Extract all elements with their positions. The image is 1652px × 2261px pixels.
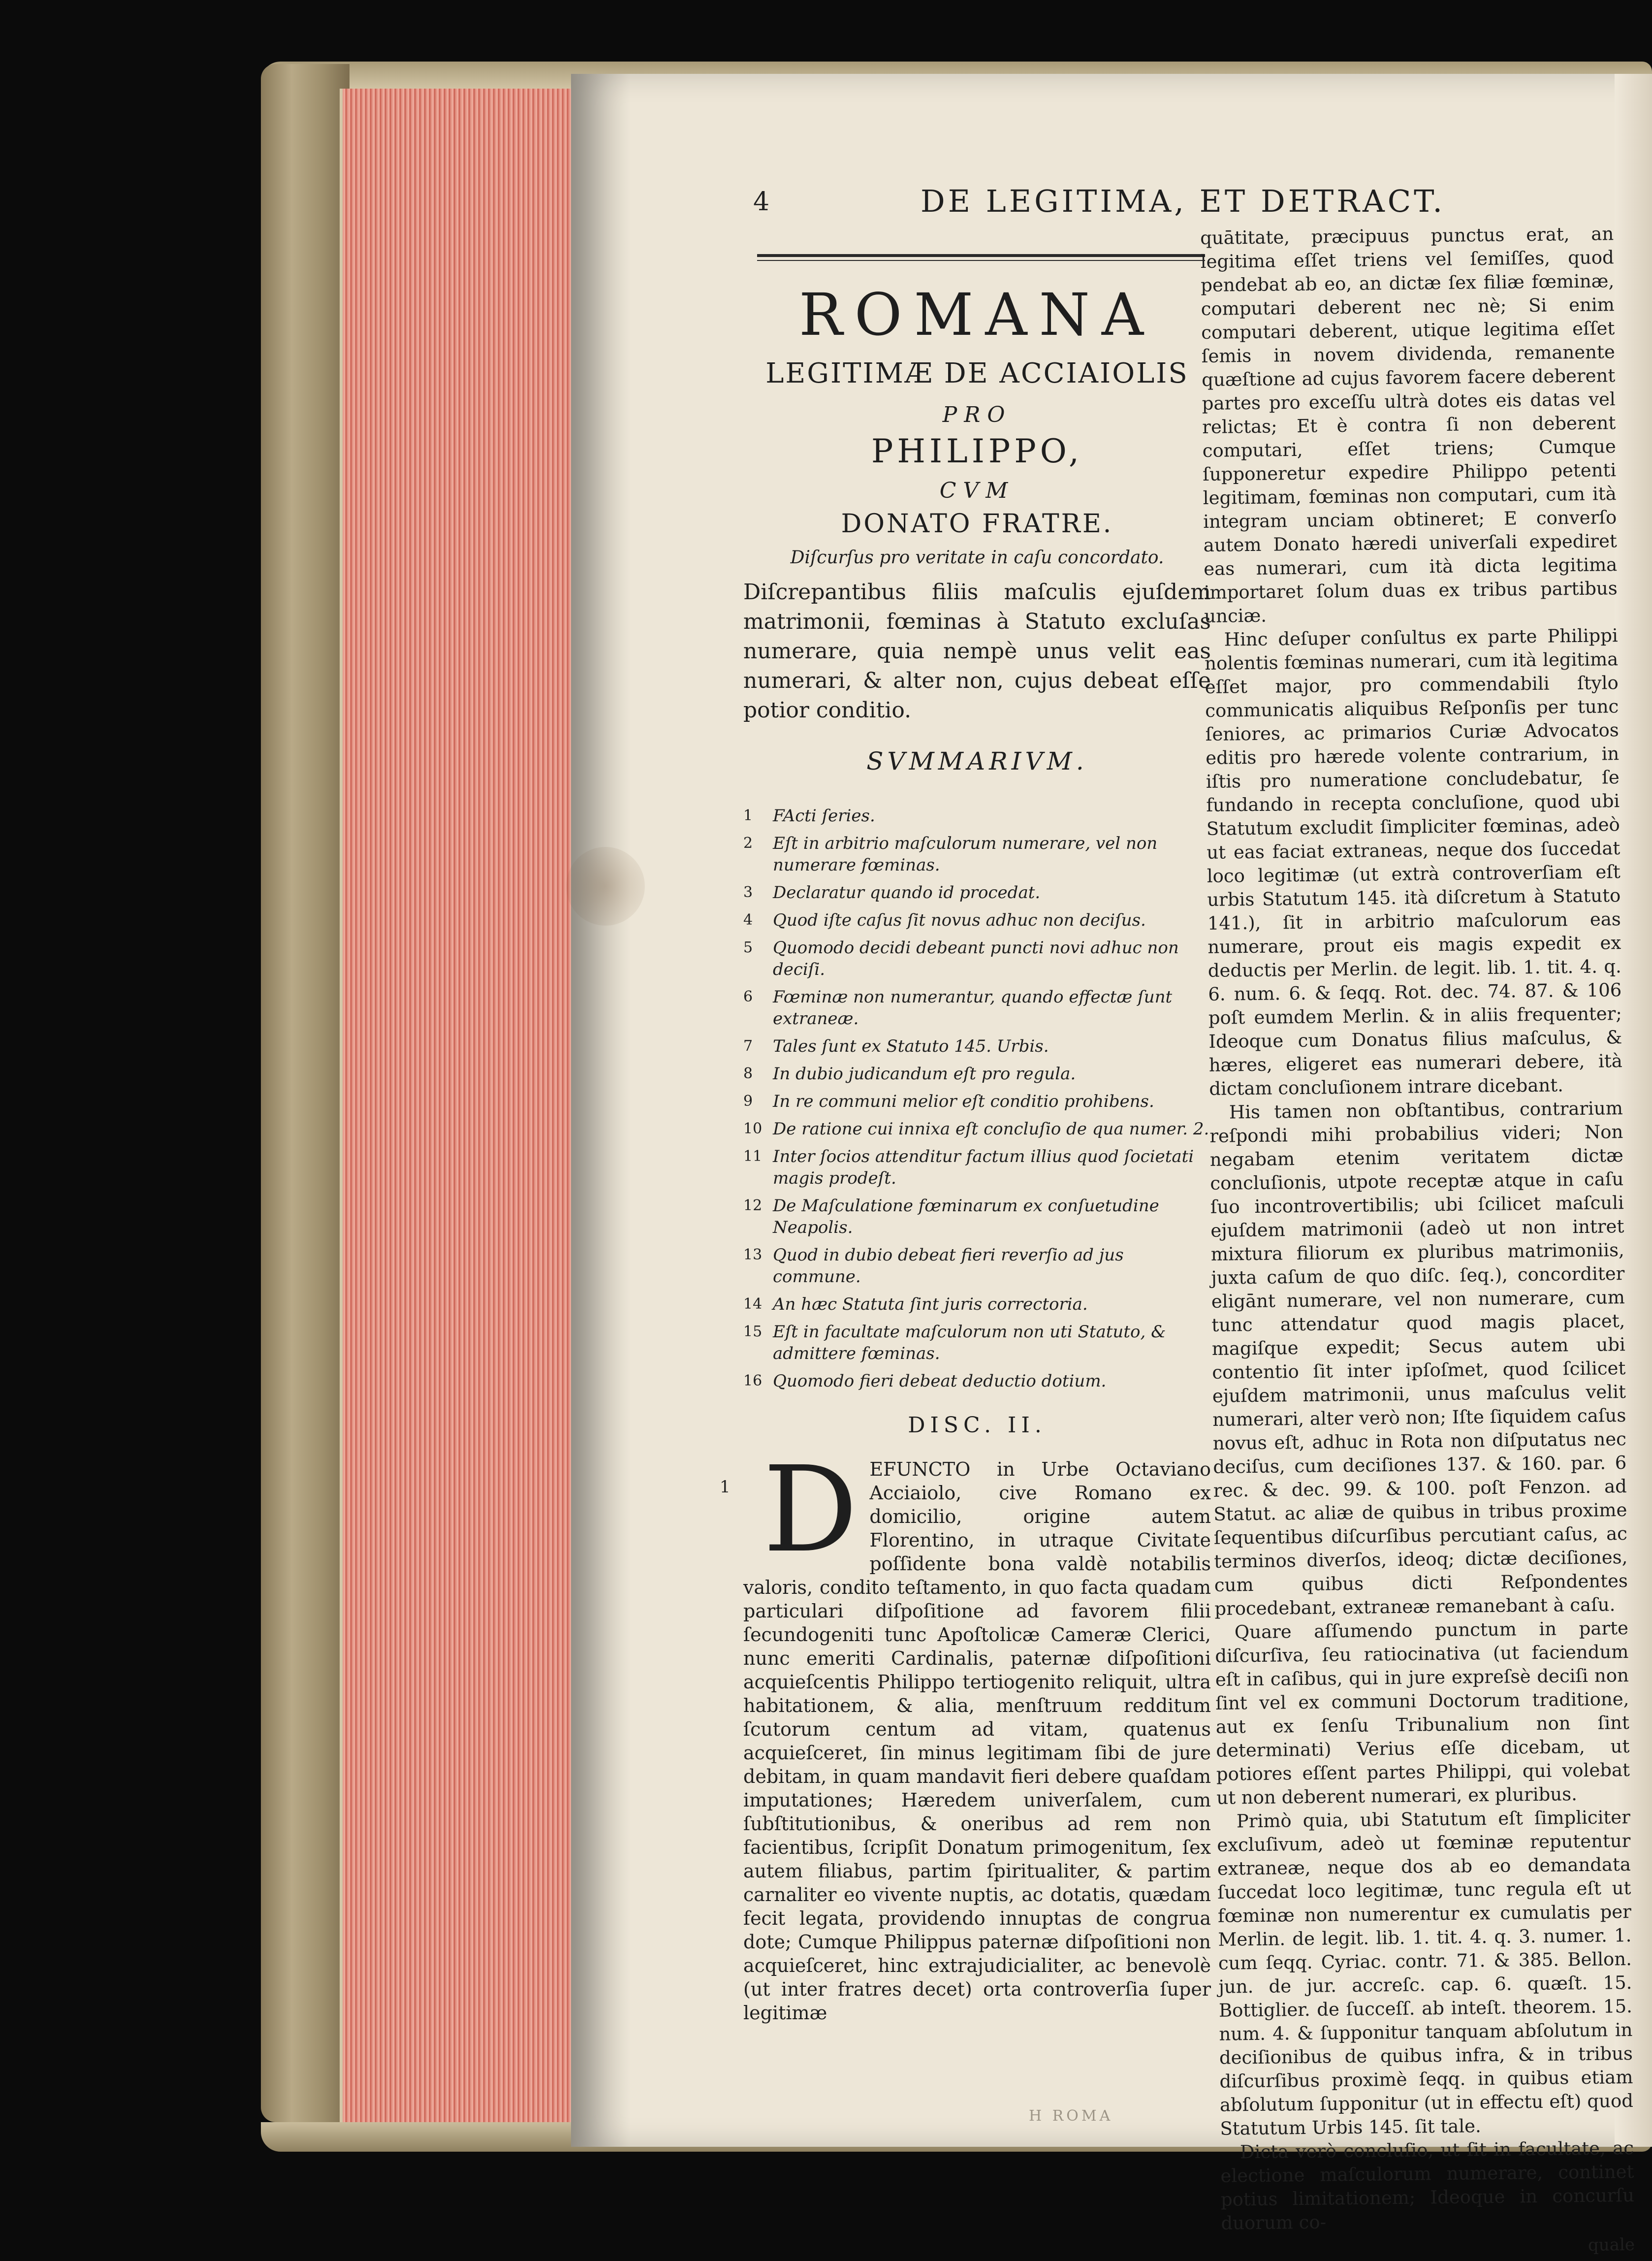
summary-item-text: In dubio judicandum eſt pro regula. — [773, 1064, 1076, 1084]
summary-item-number: 10 — [743, 1120, 762, 1137]
page-number: 4 — [753, 187, 770, 217]
right-paragraph: quātitate, præcipuus punctus erat, an legitima eſſet triens vel ſemiſſes, quod pendebat ab eo, an dictæ ſex filiæ fœminæ, computari deberent nec nè; Si enim computari deberent, utique legitima eſſet ſemis in novem dividenda, remanente quæſtione ad cujus favorem facere deberent partes pro exceſſu ultrà dotes eis datas vel relictas; Et è contra ſi non deberent computari, eſſet triens; Cumque ſupponeretur expedire Philippo petenti legitimam, fœminas non computari, cum ità integram unciam obtineret; E converſo autem Donato hæredi univerſali expediret eas numerari, cum ità dicta legitima importaret ſolum duas ex tribus partibus unciæ. — [1200, 223, 1618, 627]
disc-heading: DISC. II. — [908, 1413, 1047, 1438]
discursus-note: Diſcurſus pro veritate in caſu concordato. — [790, 548, 1164, 568]
summary-item — [743, 1063, 1211, 1085]
header-rule — [757, 254, 1205, 257]
summary-item — [743, 909, 1211, 931]
summary-item-text: Eſt in arbitrio maſculorum numerare, vel non numerare fœminas. — [773, 834, 1158, 875]
running-head: DE LEGITIMA, ET DETRACT. — [921, 183, 1446, 219]
right-paragraph: Primò quia, ubi Statutum eſt ſimpliciter excluſivum, adeò ut fœminæ reputentur extraneæ, neque dos ab eo demandata ſuccedat loco legitimæ, tunc regula eſt ut fœminæ non numerentur ex cumulatis per Merlin. de legit. lib. 1. tit. 4. q. 3. numer. 1. cum ſeqq. Cyriac. contr. 71. & 385. Bellon. jun. de jur. accreſc. cap. 6. quæſt. 15. Bottiglier. de ſucceſſ. ab inteſt. theorem. 15. num. 4. & ſupponitur tanquam abſolutum in deciſionibus de quibus infra, & in tribus diſcurſibus proximè ſeqq. in quibus etiam abſolutum ſupponitur (ut in effectu eſt) quod Statutum Urbis 145. ſit tale. — [1217, 1807, 1634, 2139]
red-sprinkled-page-edges — [340, 89, 574, 2132]
page-footer: H ROMA — [1029, 2107, 1113, 2125]
summary-item-number: 11 — [743, 1148, 762, 1165]
case-title: ROMANA — [798, 281, 1156, 349]
summary-item-number: 9 — [743, 1093, 753, 1110]
summarium-heading: SVMMARIVM. — [866, 747, 1088, 775]
summary-item-text: Fœminæ non numerantur, quando effectæ ſunt extraneæ. — [773, 987, 1173, 1029]
right-column — [1200, 222, 1635, 2261]
summary-item — [743, 1118, 1211, 1140]
summary-item-text: Declaratur quando id procedat. — [773, 883, 1041, 903]
drop-capital: D — [763, 1441, 858, 1579]
summary-item — [743, 1244, 1211, 1288]
summary-item-text: Quomodo fieri debeat deductio dotium. — [773, 1371, 1107, 1391]
right-paragraph: Hinc deſuper conſultus ex parte Philippi nolentis fœminas numerari, cum ità legitima eſſet major, pro commendabili ſtylo communicatis aliquibus Reſponſis per tunc ſeniores, ac primarios Curiæ Advocatos editis pro hærede volente contrarium, in iſtis pro numeratione concludebatur, ſe fundando in recepta concluſione, quod ubi Statutum excludit ſimpliciter fœminas, adeò ut eas faciat extraneas, neque dos ſuccedat loco legitimæ (ut extrà controverſiam eſt urbis Statutum 145. ità diſcretum à Statuto 141.), ſit in arbitrio maſculorum eas numerare, prout eis magis expedit ex deductis per Merlin. de legit. lib. 1. tit. 4. q. 6. num. 6. & ſeqq. Rot. dec. 74. 87. & 106 poſt eumdem Merlin. & in aliis frequenter; Ideoque cum Donatus filius maſculus, & hæres, eligeret eas numerari debere, ità dictam concluſionem intrare dicebant. — [1205, 625, 1623, 1099]
summary-item-number: 12 — [743, 1197, 762, 1214]
body-paragraph: EFUNCTO in Urbe Octaviano Acciaiolo, cive Romano ex domicilio, origine autem Florentino, in utraque Civitate poſſidente bona valdè notabilis valoris, condito teſtamento, in quo facta quadam particulari diſpoſitione ad favorem filii ſecundogeniti tunc Apoſtolicæ Cameræ Clerici, nunc emeriti Cardinalis, paternæ diſpoſitioni acquieſcentis Philippo tertiogenito reliquit, ultra habitationem, & alia, menſtruum redditum ſcutorum centum ad vitam, quatenus acquieſceret, ſin minus legitimam ſibi de jure debitam, in quam mandavit fieri debere quaſdam imputationes; Hæredem univerſalem, cum ſubſtitutionibus, & oneribus ad rem non facientibus, ſcripſit Donatum primogenitum, ſex autem filiabus, partim ſpiritualiter, & partim carnaliter eo vivente nuptis, ac dotatis, quædam fecit legata, providendo innuptas de congrua dote; Cumque Philippus paternæ diſpoſitioni non acquieſceret, hinc extrajudicialiter, ac benevolè (ut inter fratres decet) orta controverſia ſuper legitimæ — [743, 1458, 1211, 2024]
summary-item-number: 4 — [743, 911, 753, 929]
cum-label: CVM — [939, 478, 1015, 503]
margin-note-number: 1 — [720, 1477, 731, 1497]
summary-item-text: Quod iſte caſus ſit novus adhuc non deciſus. — [773, 910, 1146, 930]
party-name: PHILIPPO, — [871, 432, 1083, 470]
summary-item-text: De ratione cui innixa eſt concluſio de qua numer. 2. — [773, 1119, 1209, 1139]
summary-item-number: 6 — [743, 988, 753, 1005]
summary-item — [743, 882, 1211, 904]
body-text-left — [743, 1441, 1211, 2025]
summary-item — [743, 1146, 1211, 1189]
summary-item — [743, 1370, 1211, 1392]
right-paragraph: His tamen non obſtantibus, contrarium reſpondi mihi probabilius videri; Non negabam etenim veritatem dictæ concluſionis, utpote receptæ atque in caſu ſuo incontrovertibilis; ubi ſcilicet maſculi ejuſdem matrimonii (adeò ut non intret mixtura filiorum ex pluribus matrimoniis, juxta caſum de quo diſc. ſeq.), concorditer eligānt numerare, vel non numerare, cum tunc attendatur quod magis placet, magiſque expedit; Secus autem ubi contentio ſit inter ipſoſmet, quod ſcilicet ejuſdem matrimonii, unus maſculus velit numerari, alter verò non; Iſte ſiquidem caſus novus eſt, adhuc in Rota non diſputatus nec deciſus, cum deciſiones 137. & 160. par. 6 rec. & dec. 99. & 100. poſt Fenzon. ad Statut. ac aliæ de quibus in tribus proxime ſequentibus diſcurſibus percutiant caſus, ac terminos diverſos, ideoq; dictæ deciſiones, cum quibus dicti Reſpondentes procedebant, extraneæ remanebant à caſu. — [1209, 1098, 1628, 1619]
summary-item — [743, 1195, 1211, 1238]
right-paragraph: Dicta verò concluſio, ut ſit in facultate, ac electione maſculorum numerare, continet potius limitationem; Ideoque in concurſu duorum co- — [1220, 2137, 1635, 2234]
left-column — [743, 276, 1211, 2025]
summary-item-number: 5 — [743, 939, 753, 956]
summary-item-text: De Maſculatione fœminarum ex conſuetudine Neapolis. — [773, 1196, 1159, 1237]
summary-item — [743, 833, 1211, 876]
paper-stain — [566, 847, 645, 926]
summary-item-text: Eſt in facultate maſculorum non uti Statuto, & admittere fœminas. — [773, 1322, 1166, 1363]
summary-item-text: An hæc Statuta ſint juris correctoria. — [773, 1294, 1088, 1314]
gutter-shadow — [571, 74, 630, 2147]
summary-item-number: 3 — [743, 884, 753, 901]
summary-item-number: 14 — [743, 1295, 762, 1313]
summary-item-number: 1 — [743, 807, 753, 824]
header-rule-thin — [757, 260, 1205, 261]
summary-item-number: 7 — [743, 1037, 753, 1055]
opposing-party: DONATO FRATRE. — [841, 509, 1113, 539]
case-abstract: Diſcrepantibus filiis maſculis ejuſdem matrimonii, fœminas à Statuto excluſas numerare, quia nempè unus velit eas numerari, & alter non, cujus debeat eſſe potior conditio. — [743, 580, 1211, 723]
summary-item-number: 2 — [743, 835, 753, 852]
summary-item-number: 13 — [743, 1246, 762, 1263]
summary-item-text: Tales ſunt ex Statuto 145. Urbis. — [773, 1036, 1049, 1056]
summary-item-number: 15 — [743, 1323, 762, 1340]
summary-item — [743, 1091, 1211, 1112]
summary-list — [743, 805, 1211, 1392]
summary-item-number: 8 — [743, 1065, 753, 1082]
catchword: quale — [1588, 2234, 1635, 2255]
summary-item-text: Quomodo decidi debeant puncti novi adhuc non deciſi. — [773, 938, 1179, 979]
summary-item-number: 16 — [743, 1372, 762, 1389]
pro-label: PRO — [942, 402, 1012, 427]
summary-item — [743, 1293, 1211, 1315]
summary-item-text: In re communi melior eſt conditio prohibens. — [773, 1092, 1154, 1111]
summary-item — [743, 1035, 1211, 1057]
right-paragraph: Quare aſſumendo punctum in parte diſcurſiva, ſeu ratiocinativa (ut faciendum eſt in caſibus, qui in jure expreſsè deciſi non ſint vel ex communi Doctorum traditione, aut ex ſenſu Tribunalium non ſint determinati) Verius eſſe dicebam, ut potiores eſſent partes Philippi, qui volebat ut non deberent numerari, ex pluribus. — [1215, 1617, 1630, 1809]
summary-item-text: Inter ſocios attenditur factum illius quod ſocietati magis prodeſt. — [773, 1147, 1194, 1188]
summary-item — [743, 937, 1211, 980]
summary-item-text: Quod in dubio debeat fieri reverſio ad jus commune. — [773, 1245, 1124, 1287]
summary-item — [743, 986, 1211, 1030]
book-binding — [261, 64, 349, 2122]
case-subtitle: LEGITIMÆ DE ACCIAIOLIS — [765, 357, 1189, 389]
summary-item — [743, 1321, 1211, 1364]
summary-item-text: FActi ſeries. — [773, 806, 875, 826]
summary-item — [743, 805, 1211, 827]
